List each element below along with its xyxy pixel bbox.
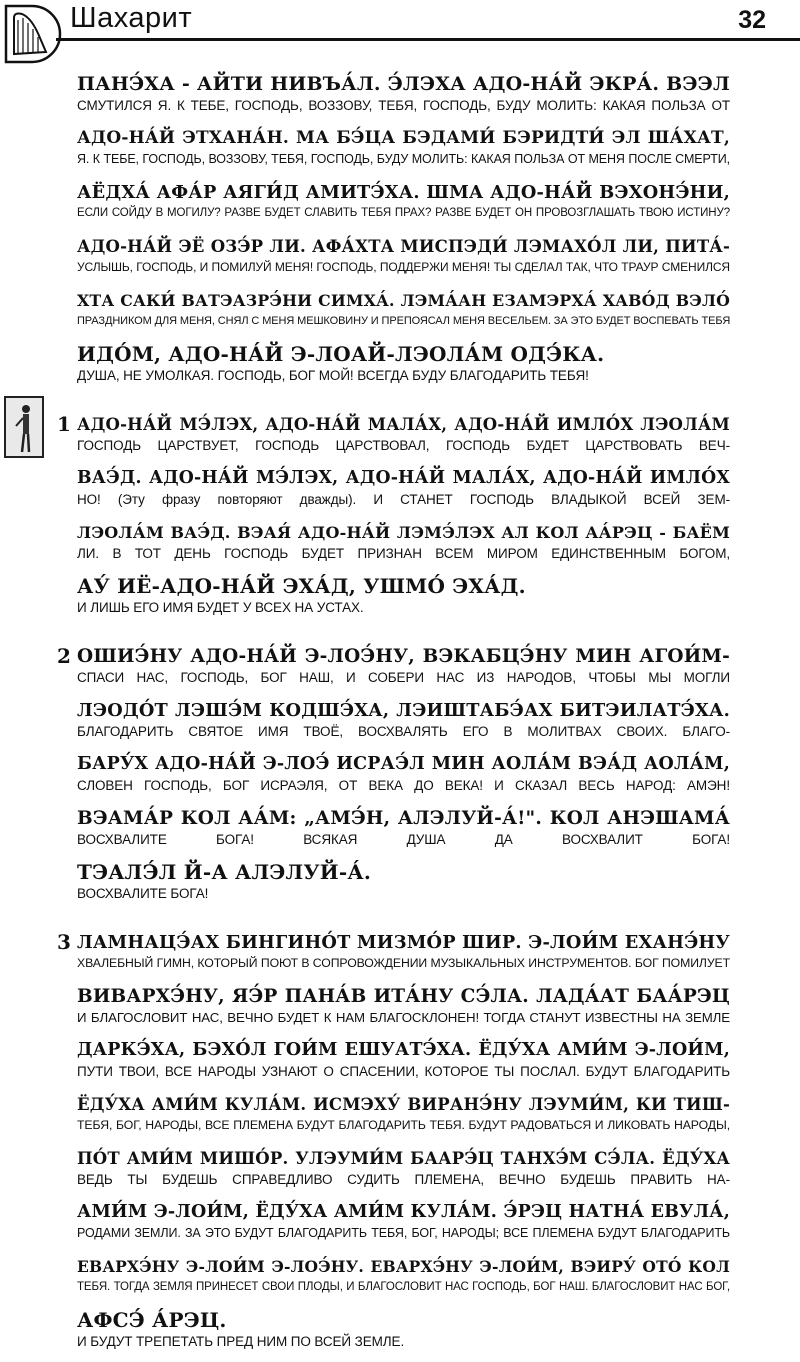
translation-line: ДУША, НЕ УМОЛКАЯ. ГОСПОДЬ, БОГ МОЙ! ВСЕГДА БУДУ БЛАГОДАРИТЬ ТЕБЯ! (77, 368, 589, 383)
translation-line: НО! (Эту фразу повторяют дважды). И СТАНЕТ ГОСПОДЬ ВЛАДЫКОЙ ВСЕЙ ЗЕМ- (77, 492, 730, 507)
verse-pair (77, 860, 730, 902)
verse-pair (77, 180, 730, 222)
running-title: Шахарит (70, 2, 193, 34)
translation-line: УСЛЫШЬ, ГОСПОДЬ, И ПОМИЛУЙ МЕНЯ! ГОСПОДЬ, ПОДДЕРЖИ МЕНЯ! ТЫ СДЕЛАЛ ТАК, ЧТО ТРАУР СМЕНИЛСЯ (77, 260, 730, 274)
transliteration-line: ЕВАРХЭ́НУ Э-ЛОИ́М Э-ЛОЭ́НУ. ЕВАРХЭ́НУ Э-ЛОИ́М, ВЭИРУ́ ОТО́ КОЛ (77, 1257, 730, 1276)
transliteration-line: ХТА САКИ́ ВАТЭАЗРЭ́НИ СИМХА́. ЛЭМА́АН ЕЗАМЭРХА́ ХАВО́Д ВЭЛО́ (77, 291, 730, 310)
transliteration-line: АЁДХА́ АФА́Р АЯГИ́Д АМИТЭ́ХА. ШМА АДО-НА́Й ВЭХОНЭ́НИ, (77, 182, 730, 203)
verse-pair (77, 72, 730, 114)
translation-line: Я. К ТЕБЕ, ГОСПОДЬ, ВОЗЗОВУ, ТЕБЯ, ГОСПОДЬ, БУДУ МОЛИТЬ: КАКАЯ ПОЛЬЗА ОТ МЕНЯ ПОСЛЕ СМЕРТИ, (77, 152, 730, 166)
prayer-text (57, 72, 731, 1362)
translation-line: И ЛИШЬ ЕГО ИМЯ БУДЕТ У ВСЕХ НА УСТАХ. (77, 600, 364, 615)
harp-logo-icon (2, 4, 62, 64)
transliteration-line: АДО-НА́Й МЭ́ЛЭХ, АДО-НА́Й МАЛА́Х, АДО-НА́Й ИМЛО́Х ЛЭОЛА́М (77, 415, 730, 434)
verse-pair (77, 1092, 730, 1134)
verse-pair (77, 1038, 730, 1080)
verse-pair (77, 1200, 730, 1242)
verse-pair (77, 1308, 730, 1350)
transliteration-line: ПАНЭ́ХА - АЙТИ НИВЪА́Л. Э́ЛЭХА АДО-НА́Й ЭКРА́. ВЭЭЛ (77, 73, 730, 95)
translation-line: СПАСИ НАС, ГОСПОДЬ, БОГ НАШ, И СОБЕРИ НАС ИЗ НАРОДОВ, ЧТОБЫ МЫ МОГЛИ (77, 670, 730, 685)
page-number: 32 (738, 6, 766, 34)
prayer-section (77, 72, 730, 384)
translation-line: И БЛАГОСЛОВИТ НАС, ВЕЧНО БУДЕТ К НАМ БЛАГОСКЛОНЕН! ТОГДА СТАНУТ ИЗВЕСТНЫ НА ЗЕМЛЕ (77, 1010, 730, 1025)
transliteration-line: АУ́ ИЁ-АДО-НА́Й ЭХА́Д, УШМО́ ЭХА́Д. (77, 574, 526, 598)
verse-pair (77, 752, 730, 794)
transliteration-line: ЛЭОДО́Т ЛЭШЭ́М КОДШЭ́ХА, ЛЭИШТАБЭ́АХ БИТЭИЛАТЭ́ХА. (77, 700, 730, 721)
verse-pair (77, 412, 730, 454)
verse-pair (77, 126, 730, 168)
translation-line: СЛОВЕН ГОСПОДЬ, БОГ ИСРАЭЛЯ, ОТ ВЕКА ДО ВЕКА! И СКАЗАЛ ВЕСЬ НАРОД: АМЭН! (77, 778, 730, 793)
translation-line: СМУТИЛСЯ Я. К ТЕБЕ, ГОСПОДЬ, ВОЗЗОВУ, ТЕБЯ, ГОСПОДЬ, БУДУ МОЛИТЬ: КАКАЯ ПОЛЬЗА ОТ (77, 98, 730, 113)
verse-pair (77, 520, 730, 562)
translation-line: ЛИ. В ТОТ ДЕНЬ ГОСПОДЬ БУДЕТ ПРИЗНАН ВСЕМ МИРОМ ЕДИНСТВЕННЫМ БОГОМ, (77, 546, 730, 561)
section-number: 2 (57, 644, 71, 668)
translation-line: ВОСХВАЛИТЕ БОГА! ВСЯКАЯ ДУША ДА ВОСХВАЛИТ БОГА! (77, 832, 730, 847)
transliteration-line: БАРУ́Х АДО-НА́Й Э-ЛОЭ́ ИСРАЭ́Л МИН АОЛА́М ВЭА́Д АОЛА́М, (77, 754, 730, 774)
prayer-section (57, 644, 730, 902)
translation-line: ХВАЛЕБНЫЙ ГИМН, КОТОРЫЙ ПОЮТ В СОПРОВОЖДЕНИИ МУЗЫКАЛЬНЫХ ИНСТРУМЕНТОВ. БОГ ПОМИЛУЕТ (77, 956, 730, 970)
verse-pair (77, 288, 730, 330)
verse-pair (77, 698, 730, 740)
transliteration-line: ДАРКЭ́ХА, БЭХО́Л ГОИ́М ЕШУАТЭ́ХА. ЁДУ́ХА АМИ́М Э-ЛОИ́М, (77, 1040, 730, 1060)
verse-pair (77, 342, 730, 384)
translation-line: ЕСЛИ СОЙДУ В МОГИЛУ? РАЗВЕ БУДЕТ СЛАВИТЬ ТЕБЯ ПРАХ? РАЗВЕ БУДЕТ ОН ПРОВОЗГЛАШАТЬ ТВОЮ ИСТИНУ? (77, 207, 730, 219)
standing-figure-icon (4, 396, 44, 458)
transliteration-line: ВАЭ́Д. АДО-НА́Й МЭ́ЛЭХ, АДО-НА́Й МАЛА́Х, АДО-НА́Й ИМЛО́Х (77, 468, 730, 488)
translation-line: БЛАГОДАРИТЬ СВЯТОЕ ИМЯ ТВОЁ, ВОСХВАЛЯТЬ ЕГО В МОЛИТВАХ СВОИХ. БЛАГО- (77, 724, 730, 739)
translation-line: ВОСХВАЛИТЕ БОГА! (77, 886, 209, 901)
translation-line: ПУТИ ТВОИ, ВСЕ НАРОДЫ УЗНАЮТ О СПАСЕНИИ, КОТОРОЕ ТЫ ПОСЛАЛ. БУДУТ БЛАГОДАРИТЬ (77, 1064, 730, 1079)
prayer-section (57, 412, 730, 616)
verse-pair (77, 930, 730, 972)
verse-pair (77, 466, 730, 508)
verse-pair (77, 644, 730, 686)
section-number: 1 (57, 412, 71, 436)
transliteration-line: АДО-НА́Й ЭЁ ОЗЭ́Р ЛИ. АФА́ХТА МИСПЭДИ́ ЛЭМАХО́Л ЛИ, ПИТА́- (77, 237, 730, 256)
section-number: 3 (57, 930, 71, 954)
transliteration-line: ПО́Т АМИ́М МИШО́Р. УЛЭУМИ́М БААРЭ́Ц ТАНХЭ́М СЭ́ЛА. ЁДУ́ХА (77, 1149, 730, 1168)
transliteration-line: АФСЭ́ А́РЭЦ. (77, 1308, 227, 1332)
transliteration-line: ЁДУ́ХА АМИ́М КУЛА́М. ИСМЭХУ́ ВИРАНЭ́НУ ЛЭУМИ́М, КИ ТИШ- (77, 1095, 730, 1114)
translation-line: И БУДУТ ТРЕПЕТАТЬ ПРЕД НИМ ПО ВСЕЙ ЗЕМЛЕ. (77, 1334, 405, 1349)
transliteration-line: ВИВАРХЭ́НУ, ЯЭ́Р ПАНА́В ИТА́НУ СЭ́ЛА. ЛАДА́АТ БАА́РЭЦ (77, 986, 730, 1007)
transliteration-line: ВЭАМА́Р КОЛ АА́М: „АМЭ́Н, АЛЭЛУЙ-А́!". КОЛ АНЭШАМА́ (77, 808, 730, 829)
verse-pair (77, 1254, 730, 1296)
verse-pair (77, 806, 730, 848)
prayer-section (57, 930, 730, 1350)
transliteration-line: ТЭАЛЭ́Л Й-А АЛЭЛУЙ-А́. (77, 860, 372, 884)
verse-pair (77, 234, 730, 276)
translation-line: ВЕДЬ ТЫ БУДЕШЬ СПРАВЕДЛИВО СУДИТЬ ПЛЕМЕНА, ВЕЧНО БУДЕШЬ ПРАВИТЬ НА- (77, 1172, 730, 1187)
verse-pair (77, 1146, 730, 1188)
transliteration-line: ИДО́М, АДО-НА́Й Э-ЛОАЙ-ЛЭОЛА́М ОДЭ́КА. (77, 342, 605, 366)
transliteration-line: ЛЭОЛА́М ВАЭ́Д. ВЭАЯ́ АДО-НА́Й ЛЭМЭ́ЛЭХ АЛ КОЛ АА́РЭЦ - БАЁМ (77, 523, 730, 542)
transliteration-line: АДО-НА́Й ЭТХАНА́Н. МА БЭ́ЦА БЭДАМИ́ БЭРИДТИ́ ЭЛ ША́ХАТ, (77, 128, 730, 148)
translation-line: ПРАЗДНИКОМ ДЛЯ МЕНЯ, СНЯЛ С МЕНЯ МЕШКОВИНУ И ПРЕПОЯСАЛ МЕНЯ ВЕСЕЛЬЕМ. ЗА ЭТО БУДЕТ ВОСПЕВАТЬ ТЕБЯ (77, 315, 731, 327)
transliteration-line: АМИ́М Э-ЛОИ́М, ЁДУ́ХА АМИ́М КУЛА́М. Э́РЭЦ НАТНА́ ЕВУЛА́, (77, 1202, 730, 1222)
transliteration-line: ОШИЭ́НУ АДО-НА́Й Э-ЛОЭ́НУ, ВЭКАБЦЭ́НУ МИН АГОИ́М- (77, 646, 730, 667)
verse-pair (77, 984, 730, 1026)
verse-pair (77, 574, 730, 616)
header-rule (56, 38, 800, 41)
translation-line: ГОСПОДЬ ЦАРСТВУЕТ, ГОСПОДЬ ЦАРСТВОВАЛ, ГОСПОДЬ БУДЕТ ЦАРСТВОВАТЬ ВЕЧ- (77, 438, 730, 453)
translation-line: ТЕБЯ. ТОГДА ЗЕМЛЯ ПРИНЕСЕТ СВОИ ПЛОДЫ, И БЛАГОСЛОВИТ НАС ГОСПОДЬ, БОГ НАШ. БЛАГОСЛОВИТ НАС БОГ, (77, 1281, 730, 1293)
page-header (0, 0, 800, 66)
transliteration-line: ЛАМНАЦЭ́АХ БИНГИНО́Т МИЗМО́Р ШИР. Э-ЛОИ́М ЕХАНЭ́НУ (77, 932, 730, 953)
translation-line: ТЕБЯ, БОГ, НАРОДЫ, ВСЕ ПЛЕМЕНА БУДУТ БЛАГОДАРИТЬ ТЕБЯ. БУДУТ РАДОВАТЬСЯ И ЛИКОВАТЬ НАРОДЫ, (77, 1118, 730, 1132)
translation-line: РОДАМИ ЗЕМЛИ. ЗА ЭТО БУДУТ БЛАГОДАРИТЬ ТЕБЯ, БОГ, НАРОДЫ; ВСЕ ПЛЕМЕНА БУДУТ БЛАГОДАРИТЬ (77, 1226, 730, 1240)
